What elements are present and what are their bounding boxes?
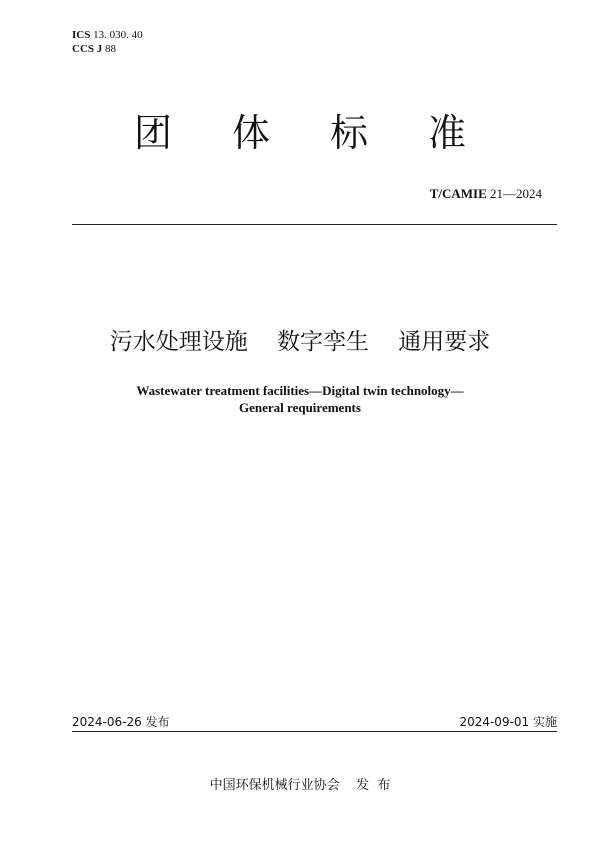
title-english-line-1: Wastewater treatment facilities—Digital twin technology—	[136, 383, 464, 398]
title-english	[0, 382, 600, 416]
standard-number-value: 21—2024	[490, 186, 542, 201]
standard-type-heading: 团体标准	[133, 111, 526, 155]
bottom-divider	[72, 731, 557, 732]
standard-number	[430, 186, 542, 202]
ccs-code	[72, 42, 143, 56]
title-english-line-2: General requirements	[239, 400, 361, 415]
ics-value: 13. 030. 40	[93, 29, 143, 41]
issue-date: 2024-06-26 发布	[72, 715, 170, 729]
top-divider	[72, 224, 557, 225]
classification-codes	[72, 28, 143, 56]
ics-label: ICS	[72, 29, 91, 41]
implementation-date: 2024-09-01 实施	[459, 715, 557, 729]
title-chinese: 污水处理设施 数字孪生 通用要求	[109, 329, 491, 355]
ccs-value: 88	[105, 43, 117, 55]
ccs-label: CCS J	[72, 43, 103, 55]
ics-code	[72, 28, 143, 42]
standard-number-prefix: T/CAMIE	[429, 186, 487, 201]
publisher: 中国环保机械行业协会 发 布	[209, 778, 391, 793]
